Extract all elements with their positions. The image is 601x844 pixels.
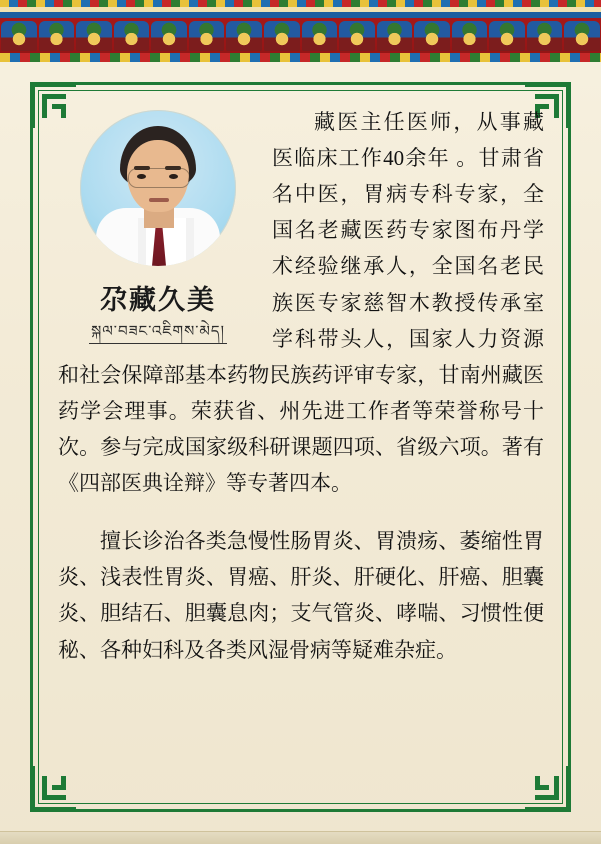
portrait-block (58, 110, 258, 344)
banner-motif (302, 21, 338, 51)
biography-paragraph-2: 擅长诊治各类急慢性肠胃炎、胃溃疡、萎缩性胃炎、浅表性胃炎、胃癌、肝炎、肝硬化、肝癌、胆囊炎、胆结石、胆囊息肉；支气管炎、哮喘、习惯性便秘、各种妇科及各类风湿骨病等疑难杂症。 (58, 529, 544, 662)
top-decorative-banner (0, 0, 601, 62)
banner-motif (377, 21, 413, 51)
banner-motif-row (0, 18, 601, 53)
banner-stripe-top (0, 0, 601, 7)
banner-motif (39, 21, 75, 51)
banner-motif (76, 21, 112, 51)
doctor-portrait-photo (80, 110, 236, 266)
portrait-mouth (149, 198, 169, 202)
bottom-band (0, 831, 601, 844)
doctor-name-tibetan: སྐལ་བཟང་འཇིགས་མེད། (89, 323, 227, 344)
banner-motif (452, 21, 488, 51)
banner-motif (226, 21, 262, 51)
poster-content (58, 104, 544, 794)
banner-motif (1, 21, 37, 51)
banner-motif (151, 21, 187, 51)
biography-paragraph-1: 藏医主任医师，从事藏医临床工作40余年 。甘肃省名中医，胃病专科专家，全国名老藏医药专家图布丹学术经验继承人，全国名老民族医专家慈智木教授传承室学科带头人，国家人力资源和社会保障部基本药物民族药评审专家，甘南州藏医药学会理事。荣获省、州先进工作者等荣誉称号十次。参与完成国家级科研课题四项、省级六项。著有《四部医典诠辩》等专著四本。 (58, 110, 544, 496)
banner-motif (527, 21, 563, 51)
banner-motif (414, 21, 450, 51)
banner-motif (189, 21, 225, 51)
banner-motif (489, 21, 525, 51)
portrait-glasses (128, 168, 190, 188)
banner-motif (339, 21, 375, 51)
doctor-name: 尕藏久美 (100, 285, 216, 315)
banner-motif (114, 21, 150, 51)
banner-stripe-bottom (0, 53, 601, 62)
banner-motif (564, 21, 600, 51)
banner-motif (264, 21, 300, 51)
